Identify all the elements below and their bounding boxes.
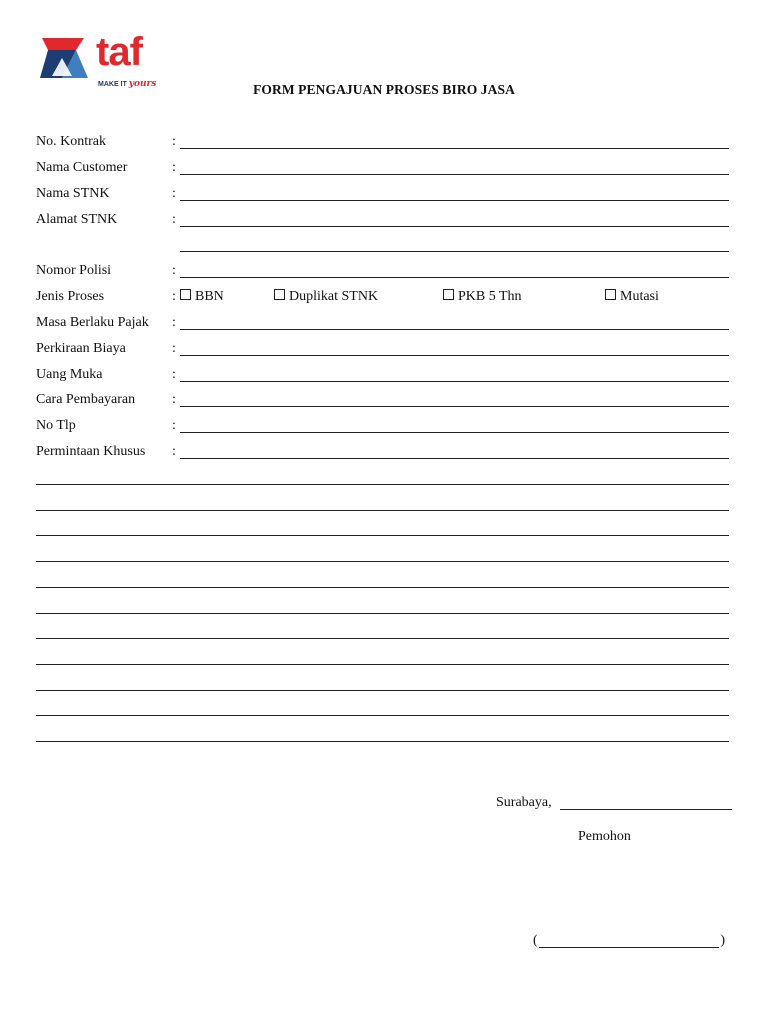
colon: :: [172, 444, 176, 459]
signature-role: Pemohon: [578, 829, 631, 844]
label-alamat-stnk: Alamat STNK: [36, 212, 118, 227]
colon: :: [172, 212, 176, 227]
input-line-nama-stnk[interactable]: [180, 200, 729, 201]
colon: :: [172, 289, 176, 304]
taf-logo-icon: [38, 36, 94, 82]
label-no-kontrak: No. Kontrak: [36, 134, 106, 149]
input-line-no-tlp[interactable]: [180, 432, 729, 433]
input-line-alamat-stnk-2[interactable]: [180, 251, 729, 252]
checkbox-icon[interactable]: [605, 289, 616, 300]
notes-line[interactable]: [36, 613, 729, 614]
notes-line[interactable]: [36, 587, 729, 588]
notes-line[interactable]: [36, 484, 729, 485]
colon: :: [172, 418, 176, 433]
input-line-permintaan-khusus[interactable]: [180, 458, 729, 459]
label-uang-muka: Uang Muka: [36, 367, 103, 382]
notes-line[interactable]: [36, 561, 729, 562]
option-duplikat-stnk[interactable]: [274, 289, 378, 305]
colon: :: [172, 263, 176, 278]
notes-line[interactable]: [36, 510, 729, 511]
colon: :: [172, 367, 176, 382]
tagline-prefix: MAKE IT: [98, 81, 127, 88]
notes-line[interactable]: [36, 741, 729, 742]
logo-wordmark: taf: [96, 30, 142, 74]
colon: :: [172, 392, 176, 407]
label-perkiraan-biaya: Perkiraan Biaya: [36, 341, 126, 356]
notes-line[interactable]: [36, 715, 729, 716]
paren-close: ): [720, 933, 725, 948]
option-bbn[interactable]: [180, 289, 224, 305]
input-line-perkiraan-biaya[interactable]: [180, 355, 729, 356]
colon: :: [172, 160, 176, 175]
notes-line[interactable]: [36, 638, 729, 639]
option-label: Duplikat STNK: [289, 289, 379, 304]
colon: :: [172, 134, 176, 149]
signature-city: Surabaya,: [496, 795, 552, 810]
checkbox-icon[interactable]: [180, 289, 191, 300]
input-line-uang-muka[interactable]: [180, 381, 729, 382]
notes-line[interactable]: [36, 664, 729, 665]
input-line-no-kontrak[interactable]: [180, 148, 729, 149]
label-jenis-proses: Jenis Proses: [36, 289, 105, 304]
label-masa-berlaku-pajak: Masa Berlaku Pajak: [36, 315, 149, 330]
input-line-signature-name[interactable]: [539, 947, 719, 948]
option-label: Mutasi: [620, 289, 659, 304]
label-cara-pembayaran: Cara Pembayaran: [36, 392, 136, 407]
option-pkb-5-thn[interactable]: [443, 289, 522, 305]
input-line-nomor-polisi[interactable]: [180, 277, 729, 278]
notes-line[interactable]: [36, 690, 729, 691]
form-title: FORM PENGAJUAN PROSES BIRO JASA: [253, 82, 515, 97]
option-mutasi[interactable]: [605, 289, 659, 305]
colon: :: [172, 186, 176, 201]
tagline-script: yours: [128, 79, 157, 89]
input-line-alamat-stnk[interactable]: [180, 226, 729, 227]
notes-line[interactable]: [36, 535, 729, 536]
input-line-nama-customer[interactable]: [180, 174, 729, 175]
label-permintaan-khusus: Permintaan Khusus: [36, 444, 146, 459]
colon: :: [172, 315, 176, 330]
label-no-tlp: No Tlp: [36, 418, 76, 433]
checkbox-icon[interactable]: [443, 289, 454, 300]
input-line-cara-pembayaran[interactable]: [180, 406, 729, 407]
label-nama-stnk: Nama STNK: [36, 186, 110, 201]
option-label: BBN: [195, 289, 224, 304]
checkbox-icon[interactable]: [274, 289, 285, 300]
paren-open: (: [533, 933, 538, 948]
colon: :: [172, 341, 176, 356]
label-nomor-polisi: Nomor Polisi: [36, 263, 112, 278]
input-line-date[interactable]: [560, 809, 732, 810]
option-label: PKB 5 Thn: [458, 289, 522, 304]
input-line-masa-berlaku-pajak[interactable]: [180, 329, 729, 330]
label-nama-customer: Nama Customer: [36, 160, 128, 175]
